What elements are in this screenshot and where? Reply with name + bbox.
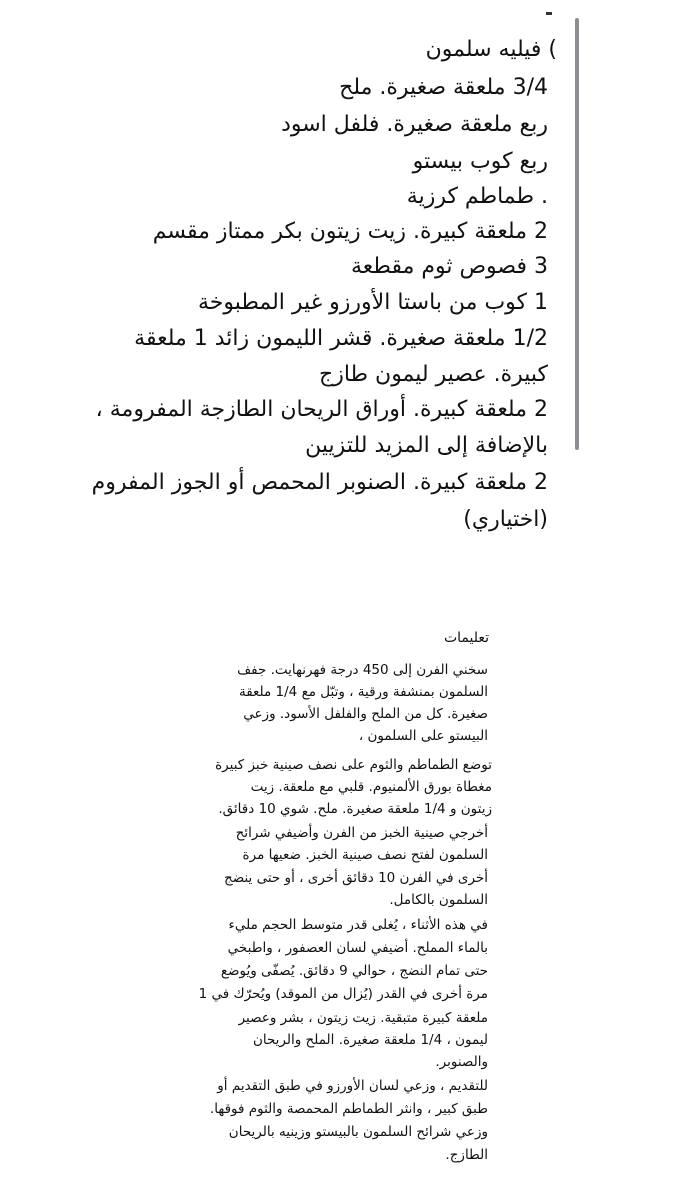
instruction-line: طبق كبير ، وانثر الطماطم المحمصة والثوم فوقها. (209, 1101, 488, 1117)
instruction-line: السلمون بالكامل. (389, 892, 488, 908)
instruction-line: البيستو على السلمون ، (358, 728, 488, 744)
ingredient-line: ربع ملعقة صغيرة. فلفل اسود (281, 112, 548, 137)
instruction-line: في هذه الأثناء ، يُغلى قدر متوسط الحجم مليء (228, 917, 488, 933)
instruction-line: أخرجي صينية الخبز من الفرن وأضيفي شرائح (235, 825, 488, 841)
instruction-line: ليمون ، 1/4 ملعقة صغيرة. الملح والريحان (252, 1032, 488, 1048)
instruction-line: ملعقة كبيرة متبقية. زيت زيتون ، بشر وعصير (238, 1010, 488, 1026)
instruction-line: مغطاة بورق الألمنيوم. قلبي مع ملعقة. زيت (250, 779, 492, 795)
ingredients-section (0, 0, 675, 560)
ingredient-line: 2 ملعقة كبيرة. زيت زيتون بكر ممتاز مقسم (152, 219, 548, 244)
instruction-line: توضع الطماطم والثوم على نصف صينية خبز كبيرة (215, 757, 492, 773)
instruction-line: صغيرة. كل من الملح والفلفل الأسود. وزعي (243, 706, 488, 722)
instruction-line: سخني الفرن إلى 450 درجة فهرنهايت. جفف (237, 662, 488, 678)
ingredient-line: ربع كوب بيستو (412, 149, 548, 174)
instruction-line: زيتون و 1/4 ملعقة صغيرة. ملح. شوي 10 دقائق. (218, 801, 492, 817)
instruction-line: حتى تمام النضج ، حوالي 9 دقائق. يُصفّى ويُوضع (220, 963, 488, 979)
ingredient-line: 3 فصوص ثوم مقطعة (350, 254, 548, 279)
instruction-line: الطازج. (445, 1147, 488, 1163)
instruction-line: أخرى في الفرن 10 دقائق أخرى ، أو حتى ينضج (224, 870, 488, 886)
instruction-line: مرة أخرى في القدر (يُزال من الموقد) ويُحرّك في 1 (198, 986, 488, 1002)
instruction-line: السلمون لفتح نصف صينية الخبز. ضعيها مرة (242, 847, 488, 863)
instruction-line: بالماء المملح. أضيفي لسان العصفور ، واطبخي (227, 940, 488, 956)
ingredient-line: 1 كوب من باستا الأورزو غير المطبوخة (197, 290, 548, 315)
cropped-text-fragment (546, 12, 552, 15)
instruction-line: والصنوبر. (435, 1054, 488, 1070)
instruction-line: للتقديم ، وزعي لسان الأورزو في طبق التقديم أو (217, 1078, 488, 1094)
ingredient-line: ) فيليه سلمون (425, 37, 557, 62)
ingredient-line: بالإضافة إلى المزيد للتزيين (305, 433, 548, 458)
ingredient-line: 2 ملعقة كبيرة. أوراق الريحان الطازجة المفرومة ، (95, 397, 548, 422)
ingredient-line: 1/2 ملعقة صغيرة. قشر الليمون زائد 1 ملعقة (134, 326, 548, 351)
ingredient-line: . طماطم كرزية (406, 184, 548, 209)
ingredient-line: (اختياري) (463, 507, 548, 532)
scrollbar[interactable] (575, 18, 579, 450)
instructions-title: تعليمات (443, 630, 489, 646)
instruction-line: وزعي شرائح السلمون بالبيستو وزينيه بالريحان (228, 1124, 488, 1140)
ingredient-line: 2 ملعقة كبيرة. الصنوبر المحمص أو الجوز المفروم (91, 470, 548, 495)
ingredient-line: 3/4 ملعقة صغيرة. ملح (339, 75, 548, 100)
instruction-line: السلمون بمنشفة ورقية ، وتبّل مع 1/4 ملعقة (238, 684, 488, 700)
ingredient-line: كبيرة. عصير ليمون طازج (319, 362, 548, 387)
